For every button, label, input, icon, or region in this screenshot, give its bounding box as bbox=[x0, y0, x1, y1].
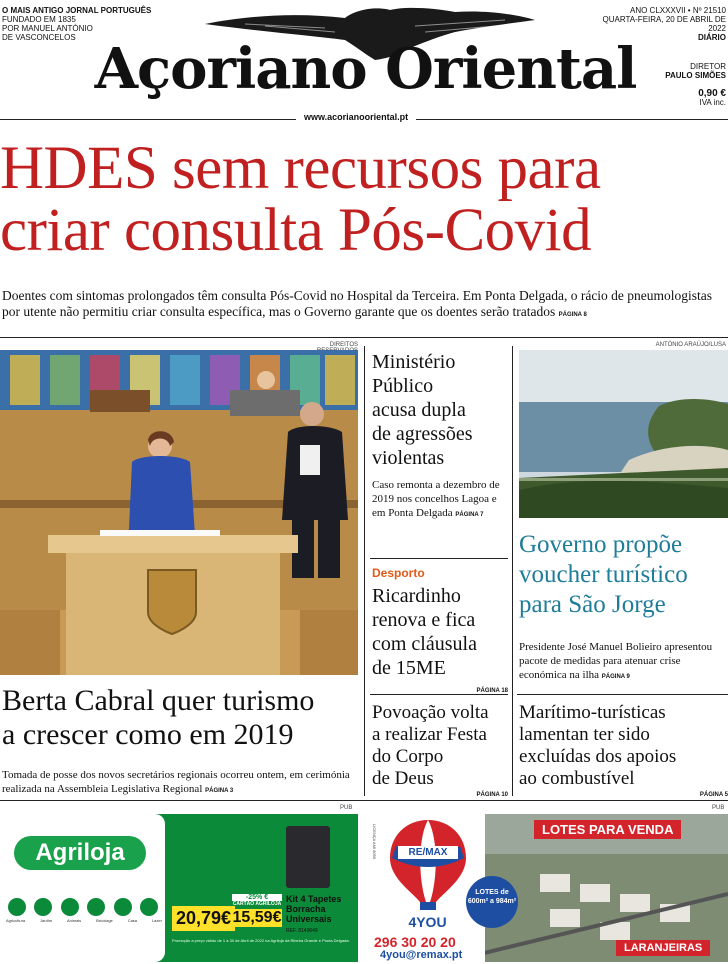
story-mid2-headline bbox=[372, 584, 508, 680]
issue-date: QUARTA-FEIRA, 20 DE ABRIL DE 2022 bbox=[602, 15, 726, 33]
story-right-headline[interactable] bbox=[519, 530, 728, 620]
phone[interactable]: 296 30 20 20 bbox=[374, 934, 456, 950]
story-mid1-body: Caso remonta a dezembro de 2019 nos concelhos Lagoa e em Ponta Delgada bbox=[372, 479, 500, 519]
tagline-line: FUNDADO EM 1835 bbox=[2, 15, 76, 24]
story-mid1-headline bbox=[372, 350, 508, 470]
page-ref: PÁGINA 8 bbox=[558, 312, 587, 318]
headline-line: Ministério bbox=[372, 351, 456, 373]
category-icons bbox=[8, 898, 158, 916]
category-label: Agricultura bbox=[6, 918, 26, 923]
director-label: DIRETOR bbox=[690, 62, 726, 71]
headline-line: ao combustível bbox=[519, 768, 635, 789]
agriloja-logo[interactable]: Agriloja bbox=[14, 836, 146, 870]
category-icon bbox=[140, 898, 158, 916]
headline-line: voucher turístico bbox=[519, 561, 688, 588]
banner: LOTES PARA VENDA bbox=[534, 820, 681, 839]
story-right2-headline bbox=[519, 702, 728, 790]
website-link[interactable]: www.acorianooriental.pt bbox=[296, 112, 416, 122]
story-right-text bbox=[519, 640, 726, 684]
headline-line: de Deus bbox=[372, 768, 434, 789]
email[interactable]: 4you@remax.pt bbox=[380, 949, 463, 961]
license: LICENÇA AMI 8055 bbox=[372, 824, 377, 860]
headline-line: renova e fica bbox=[372, 609, 476, 631]
headline-line: a crescer como em 2019 bbox=[2, 718, 294, 751]
card-label: CARTÃO AGRILOJA bbox=[232, 901, 282, 907]
balloon-icon bbox=[388, 818, 468, 910]
story-left-text bbox=[2, 768, 358, 798]
headline-line: de agressões bbox=[372, 423, 473, 445]
story-mid2[interactable] bbox=[372, 566, 508, 694]
headline-line: para São Jorge bbox=[519, 591, 666, 618]
price-new: 15,59€ bbox=[232, 909, 282, 926]
frequency: DIÁRIO bbox=[698, 33, 726, 42]
headline-line: Governo propõe bbox=[519, 531, 683, 558]
price-note: IVA inc. bbox=[699, 98, 726, 107]
headline-line: do Corpo bbox=[372, 746, 444, 767]
headline-line: a realizar Festa bbox=[372, 724, 487, 745]
column-divider bbox=[364, 346, 365, 796]
story-mid3[interactable] bbox=[372, 702, 508, 798]
category-label: Casa bbox=[127, 918, 138, 923]
story-mid1[interactable] bbox=[372, 350, 508, 522]
headline-line: Povoação volta bbox=[372, 702, 489, 723]
page-ref: PÁGINA 7 bbox=[455, 512, 484, 518]
story-mid1-text bbox=[372, 478, 508, 522]
masthead-title[interactable]: Açoriano Oriental bbox=[94, 36, 637, 102]
pub-label: PUB bbox=[340, 805, 353, 811]
director-name: PAULO SIMÕES bbox=[665, 71, 726, 80]
page-ref: PÁGINA 3 bbox=[205, 788, 234, 794]
story-left-body: Tomada de posse dos novos secretários regionais ocorreu ontem, em cerimónia realizada na Assembleia Legislativa Regional bbox=[2, 769, 350, 795]
product-ref: REF. 8149649 bbox=[286, 928, 318, 934]
masthead-right bbox=[586, 6, 726, 107]
headline-line: violentas bbox=[372, 447, 445, 469]
agriloja-ad[interactable] bbox=[0, 814, 358, 962]
page-ref: PÁGINA 10 bbox=[476, 792, 508, 798]
story-mid3-headline bbox=[372, 702, 508, 790]
discount: -25% € bbox=[232, 894, 282, 901]
tagline-line: POR MANUEL ANTÓNIO bbox=[2, 24, 93, 33]
price: 0,90 € bbox=[698, 88, 726, 99]
page-ref: PÁGINA 9 bbox=[601, 674, 630, 680]
tagline-line: O MAIS ANTIGO JORNAL PORTUGUÊS bbox=[2, 6, 152, 15]
photo-credit: DIREITOS bbox=[329, 342, 358, 348]
category-icon bbox=[61, 898, 79, 916]
lead-headline-line: criar consulta Pós-Covid bbox=[0, 197, 592, 264]
divider bbox=[370, 558, 508, 559]
headline-line: Berta Cabral quer turismo bbox=[2, 684, 315, 717]
discount-badge bbox=[232, 894, 282, 927]
category-label: Lazer bbox=[151, 918, 162, 923]
assembly-photo[interactable] bbox=[0, 350, 358, 675]
headline-line: lamentan ter sido bbox=[519, 724, 650, 745]
tagline-line: DE VASCONCELOS bbox=[2, 33, 76, 42]
divider bbox=[517, 694, 728, 695]
story-right-body: Presidente José Manuel Bolieiro apresentou pacote de medidas para atenuar crise económica na ilha bbox=[519, 641, 713, 681]
price-old: 20,79€ bbox=[172, 906, 235, 931]
sao-jorge-photo[interactable] bbox=[519, 350, 728, 518]
kicker: Desporto bbox=[372, 566, 425, 580]
remax-ad[interactable] bbox=[370, 814, 728, 962]
headline-line: excluídas dos apoios bbox=[519, 746, 677, 767]
page-ref: PÁGINA 5 bbox=[699, 792, 728, 798]
fine-print: Promoção a preço válido de 1 a 30 de Abril de 2022 na Agriloja da Ribeira Grande e Ponta Delgada. bbox=[172, 938, 350, 943]
headline-line: com cláusula bbox=[372, 633, 477, 655]
category-labels bbox=[6, 918, 162, 923]
photo-credit: ANTÓNIO ARAÚJO/LUSA bbox=[655, 342, 726, 348]
remax-logo: RE/MAX bbox=[398, 846, 458, 859]
category-icon bbox=[114, 898, 132, 916]
headline-line: Ricardinho bbox=[372, 585, 461, 607]
story-right2[interactable] bbox=[519, 702, 728, 798]
lots-badge: LOTES de 600m² a 984m² bbox=[466, 876, 518, 928]
lead-standfirst-text: Doentes com sintomas prolongados têm consulta Pós-Covid no Hospital da Terceira. Em Ponta Delgada, o rácio de pneumologistas por utente não permitiu criar consulta específica, mas o Governo garante que os doentes serão tratados bbox=[2, 288, 713, 319]
headline-line: acusa dupla bbox=[372, 399, 466, 421]
category-label: Jardim bbox=[40, 918, 53, 923]
story-left-headline[interactable] bbox=[2, 684, 358, 752]
masthead-rule bbox=[0, 112, 728, 126]
issue-number: ANO CLXXXVII • Nº 21510 bbox=[630, 6, 726, 15]
product-name: Kit 4 Tapetes Borracha Universais bbox=[286, 894, 342, 924]
lead-standfirst bbox=[2, 288, 726, 323]
divider bbox=[0, 337, 728, 338]
category-icon bbox=[34, 898, 52, 916]
divider bbox=[0, 800, 728, 801]
category-icon bbox=[87, 898, 105, 916]
place: LARANJEIRAS bbox=[616, 940, 710, 956]
category-icon bbox=[8, 898, 26, 916]
headline-line: Marítimo-turísticas bbox=[519, 702, 666, 723]
product-image bbox=[286, 826, 330, 888]
page-ref: PÁGINA 18 bbox=[476, 688, 508, 694]
pub-label: PUB bbox=[712, 805, 725, 811]
category-label: Bricolage bbox=[96, 918, 113, 923]
column-divider bbox=[512, 346, 513, 796]
headline-line: de 15ME bbox=[372, 657, 446, 679]
lead-headline[interactable] bbox=[0, 135, 728, 264]
category-label: Animais bbox=[66, 918, 82, 923]
headline-line: Público bbox=[372, 375, 434, 397]
lead-headline-line: HDES sem recursos para bbox=[0, 135, 601, 202]
divider bbox=[370, 694, 508, 695]
remax-office: 4YOU bbox=[408, 914, 447, 930]
